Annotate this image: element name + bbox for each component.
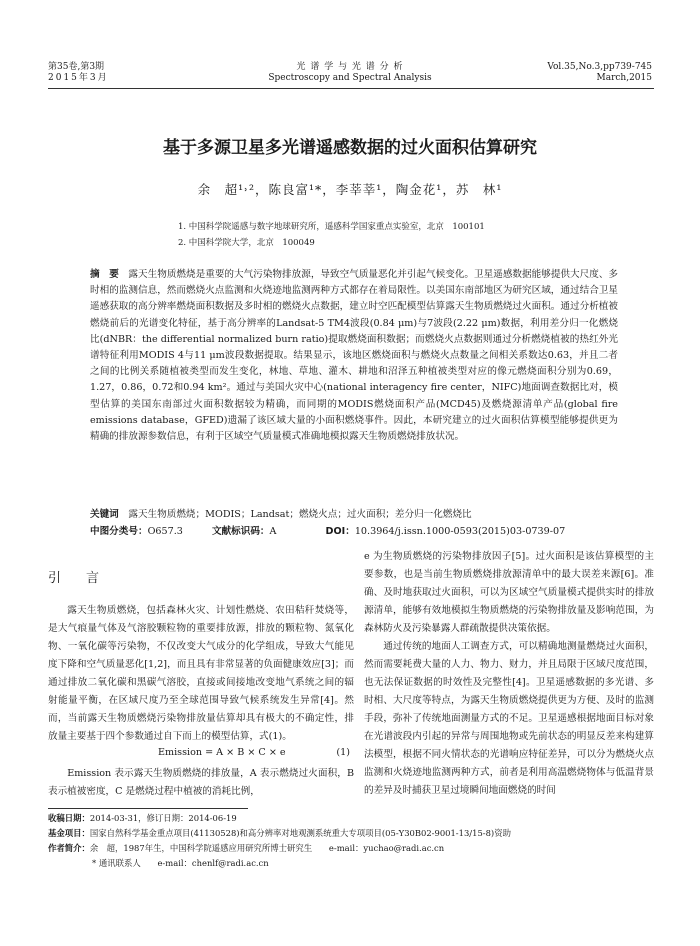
clc-value: O657.3 [147,526,183,537]
intro-paragraph-2: Emission 表示露天生物质燃烧的排放量，A 表示燃烧过火面积，B 表示植被密度，C 是燃烧过程中植被的消耗比例， [48,768,354,797]
affiliation-1: 1. 中国科学院遥感与数字地球研究所，遥感科学国家重点实验室，北京 100101 [178,222,485,232]
clc-label: 中图分类号： [90,526,148,537]
header-volume-en: Vol.35,No.3,pp739-745 [547,62,652,72]
doi-value: 10.3964/j.issn.1000-0593(2015)03-0739-07 [354,526,566,537]
fund-label: 基金项目： [48,828,90,838]
fund-text: 国家自然科学基金重点项目(41130528)和高分辨率对地观测系统重大专项项目(05-Y30B02-9001-13/15-8)资助 [89,828,511,838]
paper-title: 基于多源卫星多光谱遥感数据的过火面积估算研究 [163,138,537,158]
header-date-cn: 2015年3月 [48,73,109,83]
doc-code-label: 文献标识码： [211,526,270,537]
intro-paragraph-3: e 为生物质燃烧的污染物排放因子[5]。过火面积是该估算模型的主要参数，也是当前生物质燃烧排放源清单中的最大误差来源[6]。准确、及时地获取过火面积，可以为区域空气质量模式提供实时的排放源清单，能够有效地模拟生物质燃烧的污染物排放量及影响范围，为森林防火及污染暴露人群疏散提供决策依据。 [364,551,654,634]
keywords-text: 露天生物质燃烧；MODIS；Landsat；燃烧火点；过火面积；差分归一化燃烧比 [128,509,472,520]
received-dates: 2014-03-31，修订日期：2014-06-19 [89,813,237,823]
classification-line [90,523,618,537]
header-journal-cn: 光 谱 学 与 光 谱 分 析 [296,62,404,72]
header-volume-cn: 第35卷,第3期 [48,62,105,72]
footnote-received [48,811,237,826]
keywords-label: 关键词 [90,509,119,520]
right-column [364,548,654,800]
header-rule [48,88,654,89]
author-list: 余 超¹˒²，陈良富¹*，李莘莘¹，陶金花¹，苏 林¹ [197,182,503,197]
abstract [90,267,618,445]
equation-text: Emission = A × B × C × e [158,747,286,758]
affiliation-2: 2. 中国科学院大学，北京 100049 [178,238,315,248]
intro-paragraph-4: 通过传统的地面人工调查方式，可以精确地测量燃烧过火面积，然而需要耗费大量的人力、物力、财力，并且局限于区域尺度范围，也无法保证数据的时效性及完整性[4]。卫星遥感数据的多光谱、多时相、大尺度等特点，为露天生物质燃烧提供更为方便、及时的监测手段，弥补了传统地面测量方式的不足。卫星遥感根据地面目标对象在光谱波段内引起的异常与周围地物或先前状态的明显反差来构建算法模型，根据不同火情状态的光谱响应特征差异，可以分为燃烧火点监测和火烧迹地监测两种方式，前者是利用高温燃烧物体与低温背景的差异及时捕获卫星过境瞬间地面燃烧的时间 [364,641,654,796]
author-bio: 余 超，1987年生，中国科学院遥感应用研究所博士研究生 e-mail：yuchao@radi.ac.cn [89,843,445,853]
keywords [90,506,618,520]
section-heading-introduction: 引 言 [48,571,106,586]
header-journal-en: Spectroscopy and Spectral Analysis [268,73,432,83]
abstract-text: 露天生物质燃烧是重要的大气污染物排放源，导致空气质量恶化并引起气候变化。卫星遥感数据能够提供大尺度、多时相的监测信息，然而燃烧火点监测和火烧迹地监测两种方式都存在着局限性。以美国东南部地区为研究区域，通过结合卫星遥感获取的高分辨率燃烧面积数据及多时相的燃烧火点数据，建立时空匹配模型估算露天生物质燃烧过火面积。通过分析植被燃烧前后的光谱变化特征，基于高分辨率的Landsat-5 TM4波段(0.84 μm)与7波段(2.22 μm)数据，利用差分归一化燃烧比(dNBR：the differential normalized burn ratio)提取燃烧面积数据；而燃烧火点数据则通过分析燃烧植被的热红外光谱特征利用MODIS 4与11 μm波段数据提取。结果显示，该地区燃烧面积与燃烧火点数量之间相关系数达0.63，并且二者之间的比例关系随植被类型而发生变化，林地、草地、灌木、耕地和沼泽五种植被类型对应的像元燃烧面积分别为0.69，1.27，0.86，0.72和0.94 km²。通过与美国火灾中心(national interagency fire center，NIFC)地面调查数据比对，模型估算的美国东南部过火面积数据较为精确，而同期的MODIS燃烧面积产品(MCD45)及燃烧源清单产品(global fire emissions database，GFED)遗漏了该区域大量的小面积燃烧事件。因此，本研究建立的过火面积估算模型能够提供更为精确的排放源参数信息，有利于区域空气质量模式准确地模拟露天生物质燃烧排放状况。 [90,269,619,443]
footnote-rule [48,808,248,809]
left-column [48,602,354,746]
received-label: 收稿日期： [48,813,90,823]
header-date-en: March,2015 [596,73,652,83]
footnote-fund [48,826,511,841]
doi-label: DOI： [325,526,355,537]
left-column-continued [48,765,354,801]
author-bio-label: 作者简介： [48,843,90,853]
footnote-author [48,841,444,856]
equation-number: (1) [336,747,350,758]
footnote-corresponding: * 通讯联系人 e-mail：chenlf@radi.ac.cn [92,858,269,868]
abstract-label: 摘 要 [90,269,119,280]
doc-code-value: A [269,526,277,537]
intro-paragraph-1: 露天生物质燃烧，包括森林火灾、计划性燃烧、农田秸秆焚烧等，是大气痕量气体及气溶胶颗粒物的重要排放源，排放的颗粒物、氮氧化物、一氧化碳等污染物，不仅改变大气成分的化学组成，导致大气能见度下降和空气质量恶化[1,2]，而且具有非常显著的负面健康效应[3]；而通过排放二氧化碳和黑碳气溶胶，直接或间接地改变地气系统之间的辐射能量平衡，在区域尺度乃至全球范围导致气候系统发生异常[4]。然而，当前露天生物质燃烧污染物排放量估算却具有极大的不确定性，排放量主要基于四个参数通过自下而上的模型估算，式(1)。 [48,605,354,742]
